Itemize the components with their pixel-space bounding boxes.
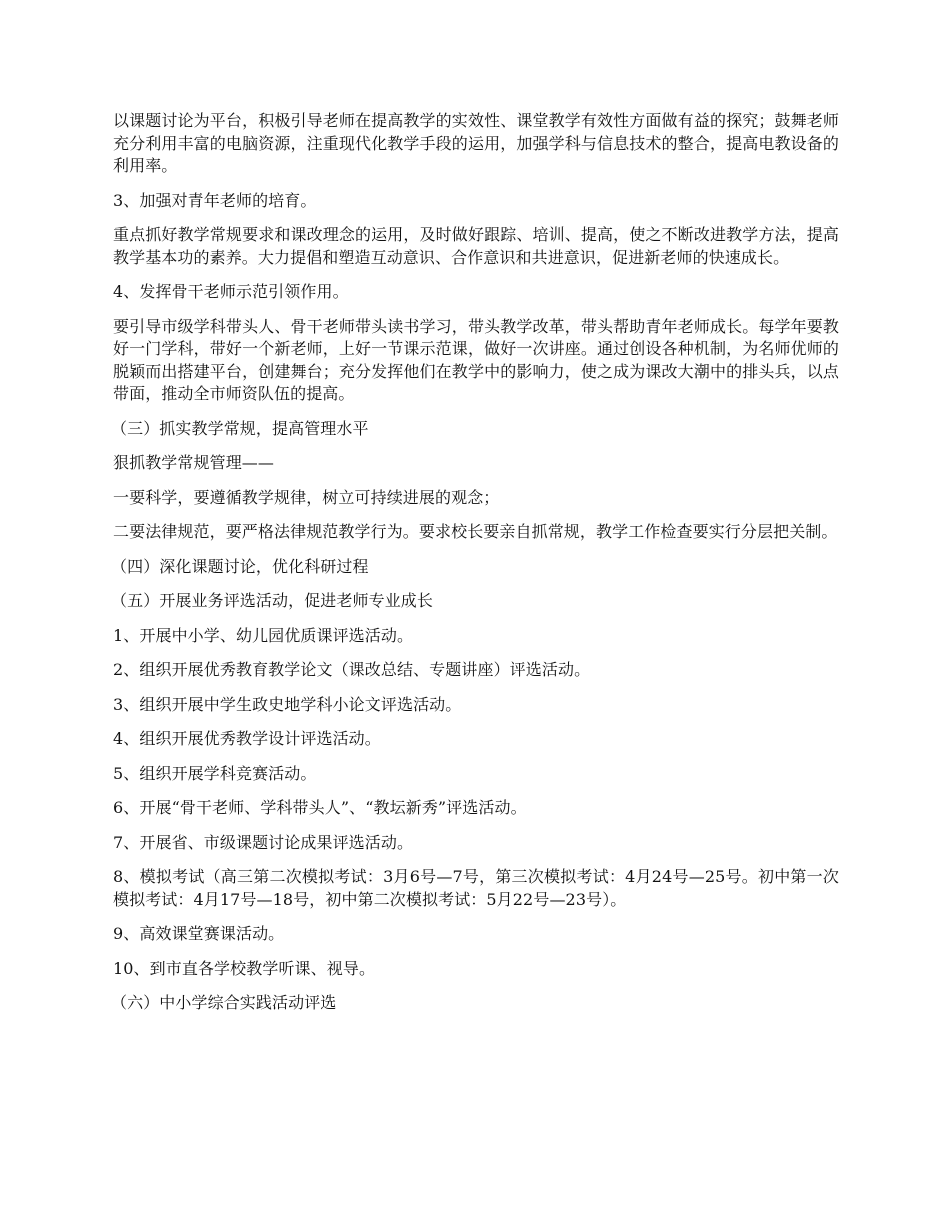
paragraph-routine-management: 狠抓教学常规管理—— [113, 453, 275, 472]
activity-item-5: 5、组织开展学科竞赛活动。 [113, 763, 317, 783]
activity-item-7: 7、开展省、市级课题讨论成果评选活动。 [113, 832, 414, 852]
activity-item-6: 6、开展“骨干老师、学科带头人”、“教坛新秀”评选活动。 [113, 798, 527, 817]
paragraph-key-teachers: 要引导市级学科带头人、骨干老师带头读书学习，带头教学改革，带头帮助青年老师成长。每学年要教好一门学科，带好一个新老师，上好一节课示范课，做好一次讲座。通过创设各种机制，为名师优师的脱颖而出搭建平台，创建舞台；充分发挥他们在教学中的影响力，使之成为课改大潮中的排头兵，以点带面，推动全市师资队伍的提高。 [113, 316, 839, 403]
paragraph-young-teachers: 重点抓好教学常规要求和课改理念的运用，及时做好跟踪、培训、提高，使之不断改进教学方法，提高教学基本功的素养。大力提倡和塑造互动意识、合作意识和共进意识，促进新老师的快速成长。 [113, 225, 839, 267]
section-6-heading: （六）中小学综合实践活动评选 [111, 993, 337, 1012]
activity-item-10: 10、到市直各学校教学听课、视导。 [113, 958, 376, 978]
section-3-heading: （三）抓实教学常规，提高管理水平 [111, 418, 369, 438]
activity-item-9: 9、高效课堂赛课活动。 [113, 924, 285, 943]
paragraph-intro: 以课题讨论为平台，积极引导老师在提高教学的实效性、课堂教学有效性方面做有益的探究；鼓舞老师充分利用丰富的电脑资源，注重现代化教学手段的运用，加强学科与信息技术的整合，提高电教设备的利用率。 [113, 111, 839, 175]
section-4-heading: （四）深化课题讨论，优化科研过程 [111, 556, 369, 576]
paragraph-standardized: 二要法律规范，要严格法律规范教学行为。要求校长要亲自抓常规，教学工作检查要实行分层把关制。 [113, 522, 838, 541]
activity-item-4: 4、组织开展优秀教学设计评选活动。 [113, 729, 381, 748]
activity-item-2: 2、组织开展优秀教育教学论文（课改总结、专题讲座）评选活动。 [113, 660, 591, 679]
item-3-heading: 3、加强对青年老师的培育。 [113, 190, 317, 210]
activity-item-1: 1、开展中小学、幼儿园优质课评选活动。 [113, 625, 414, 645]
activity-item-3: 3、组织开展中学生政史地学科小论文评选活动。 [113, 694, 462, 714]
document-page [113, 110, 839, 1027]
paragraph-scientific: 一要科学，要遵循教学规律，树立可持续进展的观念； [113, 487, 500, 507]
section-5-heading: （五）开展业务评选活动，促进老师专业成长 [111, 591, 434, 610]
activity-item-8: 8、模拟考试（高三第二次模拟考试：3月6号—7号，第三次模拟考试：4月24号—25号。初中第一次模拟考试：4月17号—18号，初中第二次模拟考试：5月22号—23号）。 [113, 867, 839, 909]
item-4-heading: 4、发挥骨干老师示范引领作用。 [113, 282, 349, 301]
